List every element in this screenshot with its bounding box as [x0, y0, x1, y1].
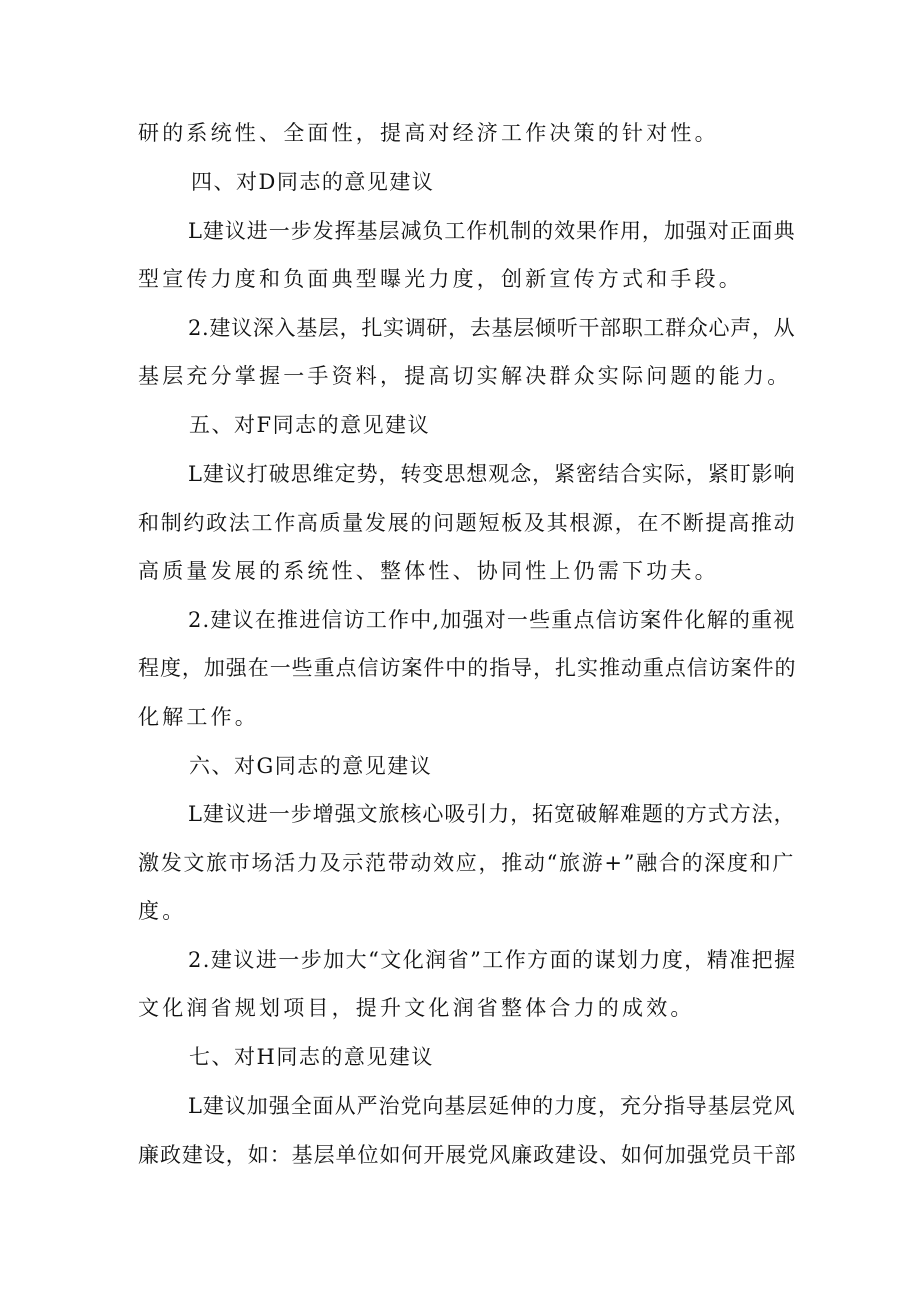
body-text: 高质量发展的系统性、整体性、协同性上仍需下功夫。 [138, 559, 719, 583]
section-heading-d: 四、对D同志的意见建议 [191, 170, 435, 194]
body-text: L建议打破思维定势，转变思想观念，紧密结合实际，紧盯影响 [188, 462, 796, 486]
body-text: 2.建议进一步加大“文化润省”工作方面的谋划力度，精准把握 [188, 948, 797, 972]
body-text: 度。 [138, 899, 187, 923]
body-text: 程度，加强在一些重点信访案件中的指导，扎实推动重点信访案件的 [138, 656, 797, 680]
section-heading-h: 七、对H同志的意见建议 [189, 1045, 434, 1069]
body-text: 2.建议深入基层，扎实调研，去基层倾听干部职工群众心声，从 [188, 316, 796, 340]
section-heading-g: 六、对G同志的意见建议 [189, 754, 433, 778]
body-text: 型宣传力度和负面典型曝光力度，创新宣传方式和手段。 [138, 267, 743, 291]
body-text: 激发文旅市场活力及示范带动效应，推动“旅游+”融合的深度和广 [138, 851, 796, 875]
body-text: 廉政建设，如：基层单位如何开展党风廉政建设、如何加强党员干部 [138, 1143, 797, 1167]
body-text: 文化润省规划项目，提升文化润省整体合力的成效。 [138, 996, 695, 1020]
body-text: L建议进一步增强文旅核心吸引力，拓宽破解难题的方式方法， [188, 802, 796, 826]
body-text: 研的系统性、全面性，提高对经济工作决策的针对性。 [138, 121, 719, 145]
body-text: L建议加强全面从严治党向基层延伸的力度，充分指导基层党风 [188, 1094, 796, 1118]
body-text: 和制约政法工作高质量发展的问题短板及其根源，在不断提高推动 [138, 511, 797, 535]
section-heading-f: 五、对F同志的意见建议 [189, 413, 431, 437]
body-text: 2.建议在推进信访工作中,加强对一些重点信访案件化解的重视 [188, 608, 796, 632]
body-text: L建议进一步发挥基层减负工作机制的效果作用，加强对正面典 [188, 219, 796, 243]
body-text: 化解工作。 [138, 705, 259, 729]
body-text: 基层充分掌握一手资料，提高切实解决群众实际问题的能力。 [138, 364, 792, 388]
